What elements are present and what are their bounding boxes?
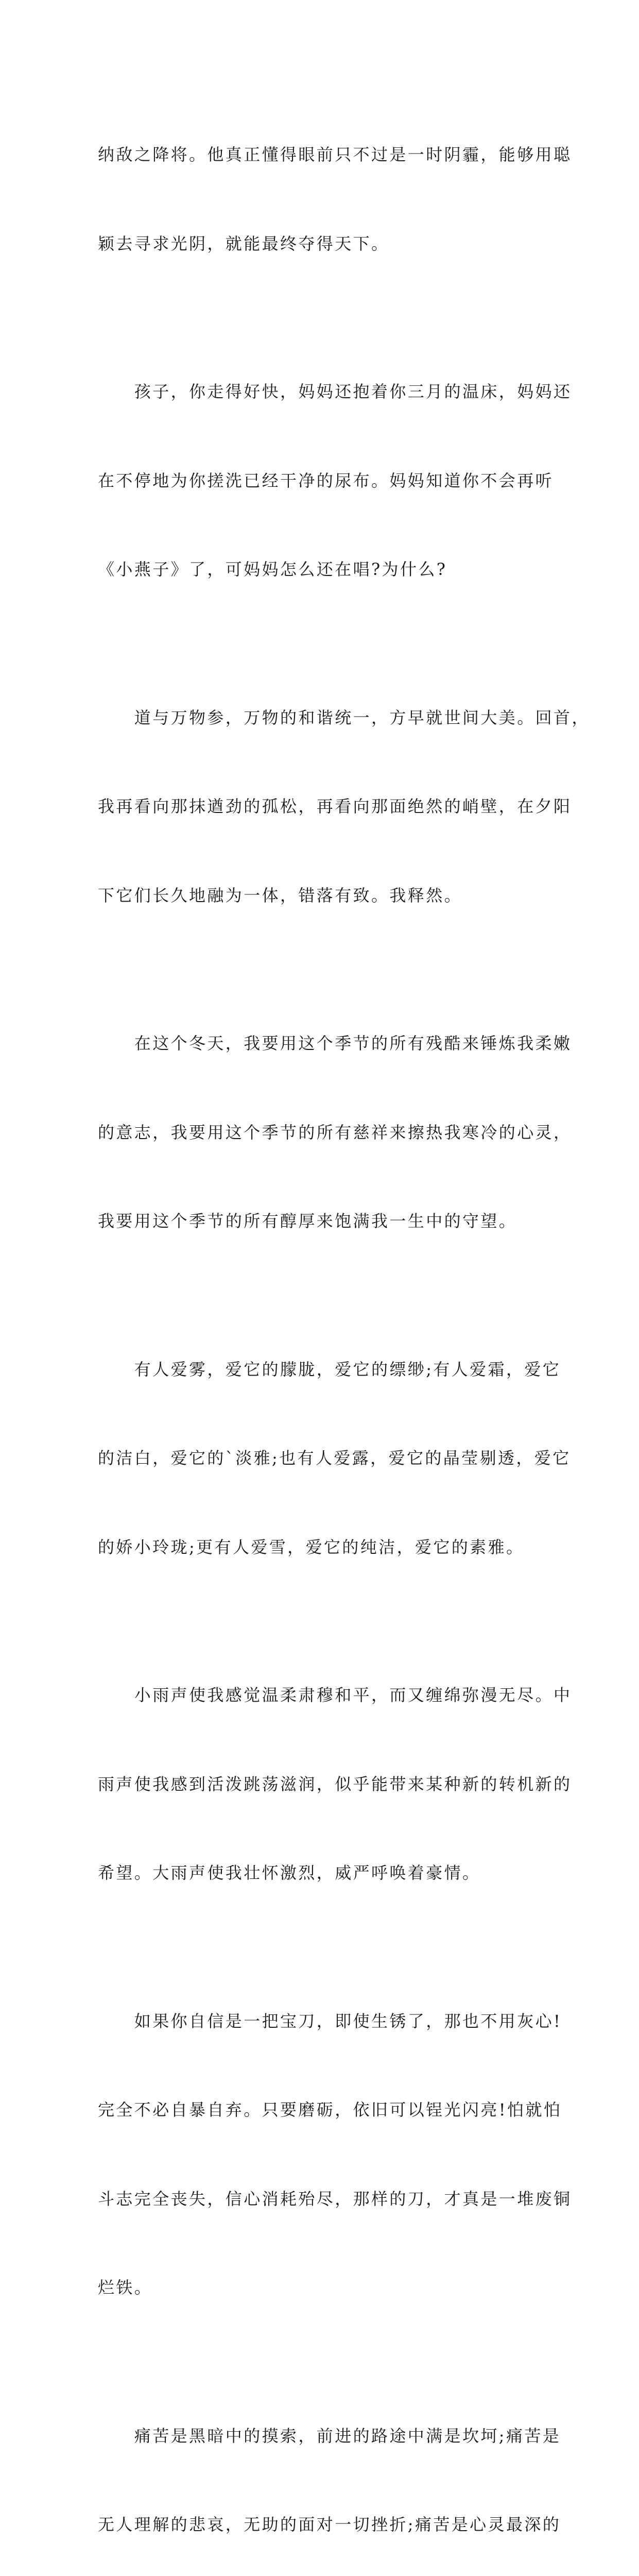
text-line: 在这个冬天，我要用这个季节的所有残酷来锤炼我柔嫩 xyxy=(98,1029,542,1059)
text-line: 如果你自信是一把宝刀，即使生锈了，那也不用灰心! xyxy=(98,2007,542,2037)
paragraph xyxy=(98,970,542,1296)
paragraph xyxy=(98,644,542,970)
text-line: 无人理解的悲哀，无助的面对一切挫折;痛苦是心灵最深的 xyxy=(98,2510,542,2540)
text-line: 的意志，我要用这个季节的所有慈祥来擦热我寒冷的心灵， xyxy=(98,1118,542,1148)
text-line: 下它们长久地融为一体，错落有致。我释然。 xyxy=(98,881,542,911)
text-line: 斗志完全丧失，信心消耗殆尽，那样的刀，才真是一堆废铜 xyxy=(98,2184,542,2214)
text-line: 《小燕子》了，可妈妈怎么还在唱?为什么? xyxy=(98,555,542,585)
text-line: 有人爱雾，爱它的朦胧，爱它的缥缈;有人爱霜，爱它 xyxy=(98,1355,542,1385)
text-line: 希望。大雨声使我壮怀激烈，威严呼唤着豪情。 xyxy=(98,1858,542,1888)
paragraph xyxy=(98,1296,542,1622)
text-line: 痛苦是黑暗中的摸索，前进的路途中满是坎坷;痛苦是 xyxy=(98,2421,542,2451)
text-line: 烂铁。 xyxy=(98,2273,542,2303)
text-line: 纳敌之降将。他真正懂得眼前只不过是一时阴霾，能够用聪 xyxy=(98,140,542,170)
text-line: 的洁白，爱它的`淡雅;也有人爱露，爱它的晶莹剔透，爱它 xyxy=(98,1444,542,1473)
text-line: 雨声使我感到活泼跳荡滋润，似乎能带来某种新的转机新的 xyxy=(98,1770,542,1800)
paragraph xyxy=(98,318,542,644)
document-body xyxy=(98,81,542,2576)
text-line: 颖去寻求光阴，就能最终夺得天下。 xyxy=(98,229,542,259)
text-line: 的娇小玲珑;更有人爱雪，爱它的纯洁，爱它的素雅。 xyxy=(98,1533,542,1563)
text-line: 孩子，你走得好快，妈妈还抱着你三月的温床，妈妈还 xyxy=(98,377,542,407)
document-page xyxy=(0,0,639,904)
text-line: 我要用这个季节的所有醇厚来饱满我一生中的守望。 xyxy=(98,1207,542,1236)
paragraph xyxy=(98,81,542,318)
text-line: 我再看向那抹遒劲的孤松，再看向那面绝然的峭壁，在夕阳 xyxy=(98,792,542,822)
paragraph xyxy=(98,2362,542,2576)
paragraph xyxy=(98,1621,542,1947)
text-line: 在不停地为你搓洗已经干净的尿布。妈妈知道你不会再听 xyxy=(98,466,542,496)
text-line: 小雨声使我感觉温柔肃穆和平，而又缠绵弥漫无尽。中 xyxy=(98,1681,542,1710)
text-line: 完全不必自暴自弃。只要磨砺，依旧可以锃光闪亮!怕就怕 xyxy=(98,2095,542,2125)
text-line: 道与万物参，万物的和谐统一，方早就世间大美。回首， xyxy=(98,703,542,733)
paragraph xyxy=(98,1947,542,2362)
